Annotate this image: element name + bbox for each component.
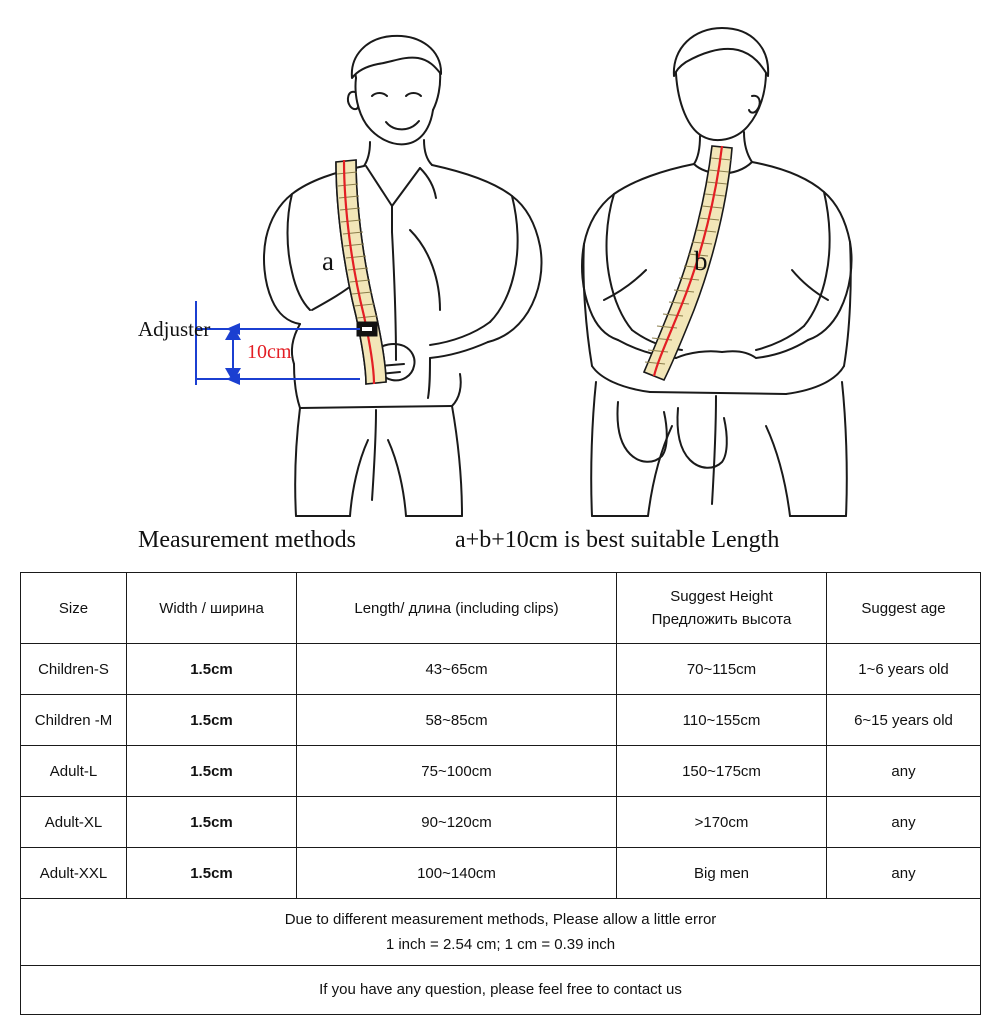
note-contact-us: If you have any question, please feel free to contact us bbox=[21, 966, 981, 1015]
front-strap bbox=[336, 160, 386, 384]
cell-age: any bbox=[827, 797, 981, 848]
table-header-row bbox=[21, 573, 981, 644]
cell-size: Children -M bbox=[21, 695, 127, 746]
caption-measurement-methods: Measurement methods bbox=[138, 527, 356, 553]
caption-suitable-length: a+b+10cm is best suitable Length bbox=[455, 527, 780, 553]
table-row bbox=[21, 746, 981, 797]
cell-height: >170cm bbox=[617, 797, 827, 848]
cell-width: 1.5cm bbox=[127, 848, 297, 899]
cell-length: 43~65cm bbox=[297, 644, 617, 695]
cell-height: 150~175cm bbox=[617, 746, 827, 797]
header-height bbox=[617, 573, 827, 644]
cell-age: any bbox=[827, 848, 981, 899]
header-age: Suggest age bbox=[827, 573, 981, 644]
back-strap bbox=[644, 146, 732, 380]
size-table-wrap bbox=[20, 572, 980, 1015]
cell-size: Children-S bbox=[21, 644, 127, 695]
note-line-1: Due to different measurement methods, Please allow a little error bbox=[284, 910, 717, 928]
cell-size: Adult-L bbox=[21, 746, 127, 797]
back-figure bbox=[582, 28, 852, 516]
cell-size: Adult-XL bbox=[21, 797, 127, 848]
header-size: Size bbox=[21, 573, 127, 644]
label-b: b bbox=[694, 246, 708, 276]
cm-measure-label: 10cm bbox=[247, 341, 292, 363]
header-width: Width / ширина bbox=[127, 573, 297, 644]
front-figure bbox=[264, 36, 542, 516]
cell-length: 100~140cm bbox=[297, 848, 617, 899]
cell-width: 1.5cm bbox=[127, 746, 297, 797]
table-note-row bbox=[21, 966, 981, 1015]
adjuster-label: Adjuster bbox=[138, 317, 211, 341]
label-a: a bbox=[322, 246, 334, 276]
header-height-line1: Suggest Height bbox=[670, 587, 773, 605]
cell-width: 1.5cm bbox=[127, 695, 297, 746]
size-table bbox=[20, 572, 981, 1015]
table-note-row bbox=[21, 899, 981, 966]
cell-height: 110~155cm bbox=[617, 695, 827, 746]
note-line-2: 1 inch = 2.54 cm; 1 cm = 0.39 inch bbox=[385, 936, 616, 953]
cell-height: 70~115cm bbox=[617, 644, 827, 695]
table-row bbox=[21, 797, 981, 848]
header-height-line2: Предложить высота bbox=[651, 611, 792, 628]
table-row bbox=[21, 644, 981, 695]
cell-size: Adult-XXL bbox=[21, 848, 127, 899]
note-error-margin bbox=[21, 899, 981, 966]
cell-length: 58~85cm bbox=[297, 695, 617, 746]
cell-height: Big men bbox=[617, 848, 827, 899]
table-row bbox=[21, 848, 981, 899]
cell-age: 6~15 years old bbox=[827, 695, 981, 746]
cell-length: 75~100cm bbox=[297, 746, 617, 797]
header-length: Length/ длина (including clips) bbox=[297, 573, 617, 644]
cell-age: 1~6 years old bbox=[827, 644, 981, 695]
cell-width: 1.5cm bbox=[127, 644, 297, 695]
cell-age: any bbox=[827, 746, 981, 797]
cell-width: 1.5cm bbox=[127, 797, 297, 848]
table-row bbox=[21, 695, 981, 746]
cell-length: 90~120cm bbox=[297, 797, 617, 848]
